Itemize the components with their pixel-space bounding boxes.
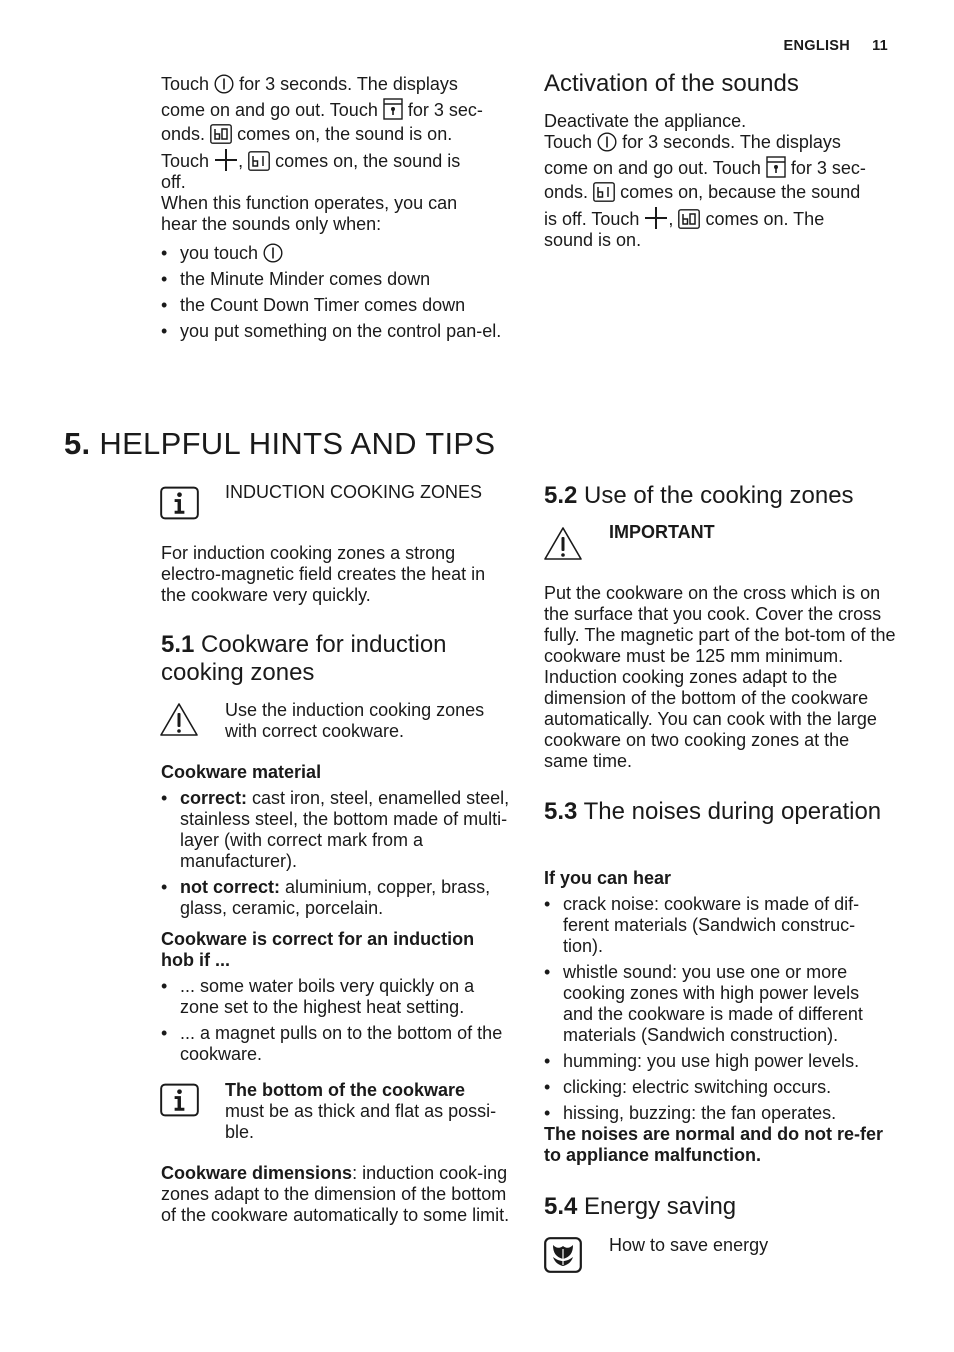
list-item	[161, 788, 513, 872]
cookware-material-block	[161, 762, 513, 1065]
plus-icon	[644, 206, 668, 230]
section-number: 5.1	[161, 631, 195, 658]
display-b0-icon	[210, 124, 232, 144]
sound-function-text	[161, 74, 521, 342]
noises-subheading: If you can hear	[544, 868, 672, 888]
warning-icon	[543, 526, 583, 562]
list-item: • you put something on the control pan-el.	[161, 321, 513, 342]
section-5-3-heading	[544, 798, 884, 826]
section-number: 5.4	[544, 1193, 578, 1220]
section-title: Cookware for induction cooking zones	[161, 631, 447, 686]
lock-icon	[383, 98, 403, 120]
correct-label: correct:	[180, 788, 248, 808]
list-item	[161, 243, 513, 264]
text-span: ,	[668, 209, 674, 229]
info-bold-text: The bottom of the cookware	[225, 1080, 466, 1100]
section-5-4-heading	[544, 1193, 884, 1221]
dimensions-label: Cookware dimensions	[161, 1163, 353, 1183]
text-span: Touch	[161, 74, 210, 94]
page-number: 11	[872, 38, 888, 54]
text-span: onds.	[161, 124, 206, 144]
list-item: • the Count Down Timer comes down	[161, 295, 513, 316]
sound-conditions-list	[161, 243, 513, 342]
plus-icon	[214, 148, 238, 172]
text-span: onds.	[544, 182, 589, 202]
cookware-dimensions	[161, 1163, 511, 1226]
text-span: comes on, the sound is	[275, 151, 461, 171]
display-b1-icon	[248, 151, 270, 171]
cooking-zones-text: Put the cookware on the cross which is on the surface that you cook. Cover the cross fully. The magnetic part of the bot-tom of the cookware must be 125 mm minimum. Induction cooking zones adapt to the dimension of the bottom of the cookware automatically. You can cook with the large cookware on two cooking zones at the same time.	[544, 583, 896, 771]
text-span: is off. Touch	[544, 209, 640, 229]
lock-icon	[766, 156, 786, 178]
section-number: 5.3	[544, 798, 578, 825]
text-span: Touch	[161, 151, 210, 171]
correct-text: cast iron, steel, enamelled steel, stainless steel, the bottom made of multi-layer (with correct mark from a manufacturer).	[180, 788, 510, 871]
noises-normal-note: The noises are normal and do not re-fer to appliance malfunction.	[544, 1124, 884, 1165]
noises-block	[544, 868, 884, 1166]
page-header	[784, 38, 889, 54]
list-item: • ... some water boils very quickly on a zone set to the highest heat setting.	[161, 976, 513, 1018]
info-icon	[160, 486, 199, 520]
text-span: you touch	[180, 243, 259, 263]
warning-icon	[159, 702, 199, 738]
list-item: • hissing, buzzing: the fan operates.	[544, 1103, 878, 1124]
text-span: for 3 seconds. The displays	[622, 132, 841, 152]
section-title: Energy saving	[584, 1193, 737, 1220]
text-span: ,	[238, 151, 244, 171]
cookware-bottom-info	[225, 1080, 515, 1143]
material-list	[161, 788, 513, 919]
power-icon	[597, 132, 617, 152]
noises-list	[544, 894, 878, 1124]
text-line: When this function operates, you can	[161, 193, 458, 213]
activation-heading: Activation of the sounds	[544, 70, 799, 97]
section-title: Use of the cooking zones	[584, 482, 854, 509]
section-number: 5.2	[544, 482, 578, 509]
text-span: comes on. The	[705, 209, 825, 229]
list-item: • humming: you use high power levels.	[544, 1051, 878, 1072]
info-text: must be as thick and flat as possi-ble.	[225, 1101, 497, 1142]
section-title: The noises during operation	[583, 798, 882, 825]
section-title: HELPFUL HINTS AND TIPS	[99, 426, 496, 461]
text-span: come on and go out. Touch	[161, 100, 378, 120]
list-item: • the Minute Minder comes down	[161, 269, 513, 290]
text-span: for 3 sec-	[407, 100, 483, 120]
dimensions-text: : induction cook-ing zones adapt to the dimension of the bottom of the cookware automatically to some limit.	[161, 1163, 510, 1225]
section-5-heading	[64, 426, 495, 462]
important-label: IMPORTANT	[609, 522, 715, 542]
list-item: • clicking: electric switching occurs.	[544, 1077, 878, 1098]
not-correct-label: not correct:	[180, 877, 281, 897]
eco-icon	[544, 1237, 582, 1273]
info-icon	[160, 1083, 199, 1117]
text-line: Deactivate the appliance.	[544, 111, 747, 131]
list-item: • ... a magnet pulls on to the bottom of the cookware.	[161, 1023, 513, 1065]
text-span: come on and go out. Touch	[544, 158, 761, 178]
language-label: ENGLISH	[783, 38, 851, 54]
text-line: sound is on.	[544, 230, 642, 250]
cookware-material-heading: Cookware material	[161, 762, 322, 782]
cookware-warning: Use the induction cooking zones with correct cookware.	[225, 700, 485, 741]
power-icon	[263, 243, 283, 263]
induction-info-label: INDUCTION COOKING ZONES	[225, 482, 483, 502]
display-b0-icon	[678, 209, 700, 229]
section-5-1-heading	[161, 631, 501, 687]
section-number: 5.	[64, 426, 91, 461]
list-item	[161, 877, 513, 919]
text-line: off.	[161, 172, 186, 192]
correct-if-list	[161, 976, 513, 1065]
correct-if-heading: Cookware is correct for an induction hob if ...	[161, 929, 475, 970]
not-correct-text: aluminium, copper, brass, glass, ceramic, porcelain.	[180, 877, 491, 918]
energy-saving-text: How to save energy	[609, 1235, 769, 1255]
section-5-2-heading	[544, 482, 898, 510]
text-span: for 3 sec-	[790, 158, 866, 178]
induction-intro: For induction cooking zones a strong electro-magnetic field creates the heat in the cookware very quickly.	[161, 543, 486, 605]
list-item: • crack noise: cookware is made of dif-ferent materials (Sandwich construc-tion).	[544, 894, 878, 957]
power-icon	[214, 74, 234, 94]
display-b1-icon	[593, 182, 615, 202]
text-line: hear the sounds only when:	[161, 214, 382, 234]
text-span: Touch	[544, 132, 593, 152]
activation-section	[544, 70, 898, 251]
text-span: for 3 seconds. The displays	[239, 74, 458, 94]
text-span: comes on, because the sound	[620, 182, 861, 202]
text-span: comes on, the sound is on.	[237, 124, 453, 144]
list-item: • whistle sound: you use one or more cooking zones with high power levels and the cookware is made of different materials (Sandwich construction).	[544, 962, 878, 1046]
